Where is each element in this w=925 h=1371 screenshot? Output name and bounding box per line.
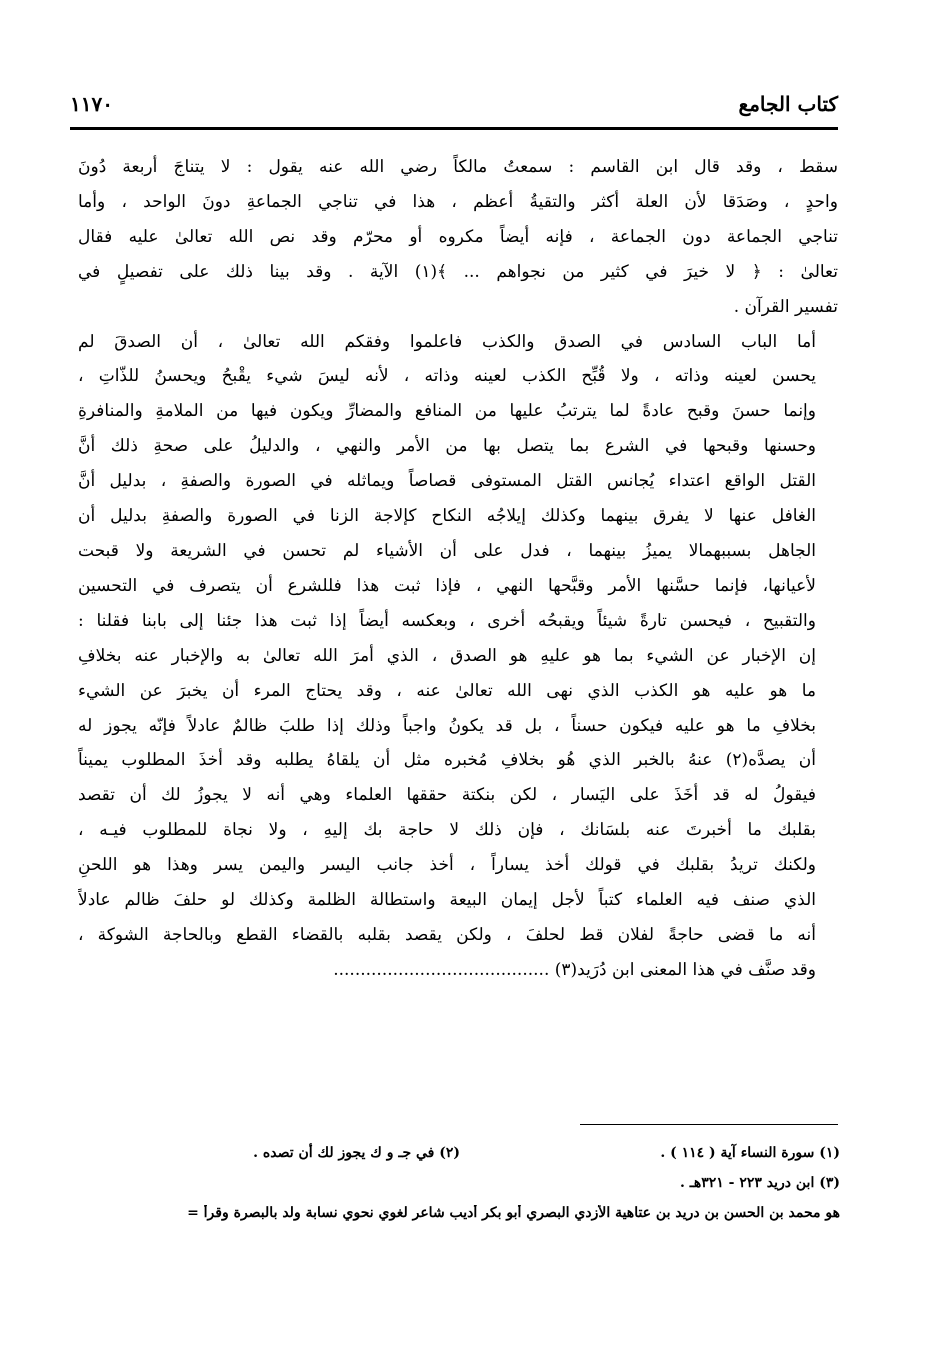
text-line: ما هو عليه هو الكذب الذي نهى الله تعالىٰ عنه ، وقد يحتاج المرء أن يخبرَ عن الشيء (78, 680, 816, 701)
header-rule (70, 127, 838, 130)
page-number: ١١٧٠ (70, 92, 113, 116)
page-header (70, 92, 838, 128)
text-line: القتل الواقع اعتداء يُجانس القتل المستوفى قصاصاً ويماثله في الصورة والصفةِ ، بدليل أنَّ (78, 471, 816, 492)
text-line: يحسن لعينه وذاته ، ولا قُبِّح الكذب لعينه وذاته ، لأنه ليسَ شيء يقْبحُ ويحسنُ للذّاتِ ، (78, 366, 816, 387)
footnote-row (60, 1145, 840, 1175)
footnotes (60, 1145, 840, 1205)
text-line: واحدٍ ، وصَدَقا لأن العلة أكثر والتقيةُ أعظم ، هذا في تناجي الجماعةِ دونَ الواحد ، وأما (78, 191, 838, 212)
paragraph-1 (78, 150, 838, 325)
text-line: بقلبك ما أخبرتَ عنه بلسَانك ، فإن ذلك لا حاجة بك إليهِ ، ولا نجاة للمطلوب فيـه ، (78, 820, 816, 841)
text-line: سقط ، وقد قال ابن القاسم : سمعتُ مالكاً رضي الله عنه يقول : لا يتناجَ أربعة دُونَ (78, 157, 838, 177)
text-line: أن يصدَّه(٢) عنهُ بالخبر الذي هُو بخلافِ مُخبره مثل أن يلقاهُ يطلبه وقد أخذَ المطلوب يميناً (78, 750, 816, 771)
footnote-1: (١) سورة النساء آية ( ١١٤ ) . (660, 1145, 840, 1161)
text-line: وقد صنَّف في هذا المعنى ابن دُرَيد(٣) ........................................ (333, 959, 816, 980)
text-line: وإنما حسنَ وقبح عادةً لما يترتبُ عليها من المنافع والمضارِّ ويكون فيها من الملامةِ والمنافرةِ (78, 401, 816, 422)
footnote-row (60, 1175, 840, 1205)
footnote-biography: هو محمد بن الحسن بن دريد بن عتاهية الأزدي البصري أبو بكر أديب شاعر لغوي نحوي نسابة ولد بالبصرة وقرأ = (187, 1205, 840, 1221)
text-line: الجاهل بسببهمالا يميزُ بينهما ، فدل على أن الأشياء لم تحسن في الشريعة ولا قبحت (78, 540, 816, 561)
text-line: بخلافِ ما هو عليه فيكون حسناً ، بل قد يكونُ واجباً وذلك إذا طلبَ ظالمٌ عادلاً فإنّه يجوز له (78, 715, 816, 736)
text-line: فيقولُ له قد أخَذَ على اليَسار ، لكن بنكتة حققها العلماء وهي أنه لا يجوزُ لك أن تقصد (78, 785, 816, 806)
text-line: إن الإخبار عن الشيء بما هو عليهِ هو الصدق ، الذي أمرَ الله تعالىٰ به والإخبار عنه بخلافِ (78, 645, 816, 666)
footnote-2: (٢) في جـ و ك يجوز لك أن تصده . (253, 1145, 460, 1161)
text-line: والتقبيح ، فيحسن تارةً شيئاً ويقبحُه أخرى ، وبعكسه أيضاً إذا ثبت هذا جئنا إلى بابنا فقلنا : (78, 610, 816, 631)
text-line: أنه ما قضى حاجةً لفلان قط لحلفَ ، ولكن يقصد بقلبه بالقضاء القطع وبالحاجة الشوكة ، (78, 924, 816, 945)
text-line: أما الباب السادس في الصدق والكذب فاعلموا وفقكم الله تعالىٰ ، أن الصدقَ لم (78, 331, 816, 352)
main-text (78, 150, 838, 988)
paragraph-2 (78, 325, 838, 988)
text-line: لأعيانها، فإنما حسَّنها الأمر وقبَّحها النهي ، فإذا ثبت هذا فللشرع أن يتصرف في التحسين (78, 575, 816, 596)
footnote-rule (580, 1124, 838, 1125)
text-line: تناجي الجماعة دون الجماعة ، فإنه أيضاً مكروه أو محرّم وقد نص الله تعالىٰ عليه فقال (78, 226, 838, 247)
text-line: وحسنها وقبحها في الشرع بما يتصل بها من الأمر والنهي ، والدليلُ على صحةِ ذلك أنَّ (78, 436, 816, 457)
running-title: كتاب الجامع (738, 92, 838, 116)
text-line: ولكنك تريدُ بقلبك في قولك أخذ يساراً ، أخذ جانب اليسر واليمن يسر وهذا هو اللحنِ (78, 855, 816, 876)
footnote-3: (٣) ابن دريد ٢٢٣ - ٣٢١هـ . (679, 1175, 840, 1191)
text-line: الغافل عنها لا يفرق بينهما وكذلك إيلاجُه النكاح كإلاجة الزنا في الصورة والصفةِ بدليل أن (78, 506, 816, 527)
text-line: تعالىٰ : ﴿ لا خيرَ في كثير من نجواهم ... ﴾(١) الآية . وقد بينا ذلك على تفصيلٍ في (78, 261, 838, 282)
text-line: الذي صنف فيه العلماء كتباً لأجل إيمان البيعة واستطالة الظلمة وكذلك لو حلفَ ظالم عادلاً (78, 890, 816, 911)
text-line: تفسير القرآن . (733, 296, 838, 317)
